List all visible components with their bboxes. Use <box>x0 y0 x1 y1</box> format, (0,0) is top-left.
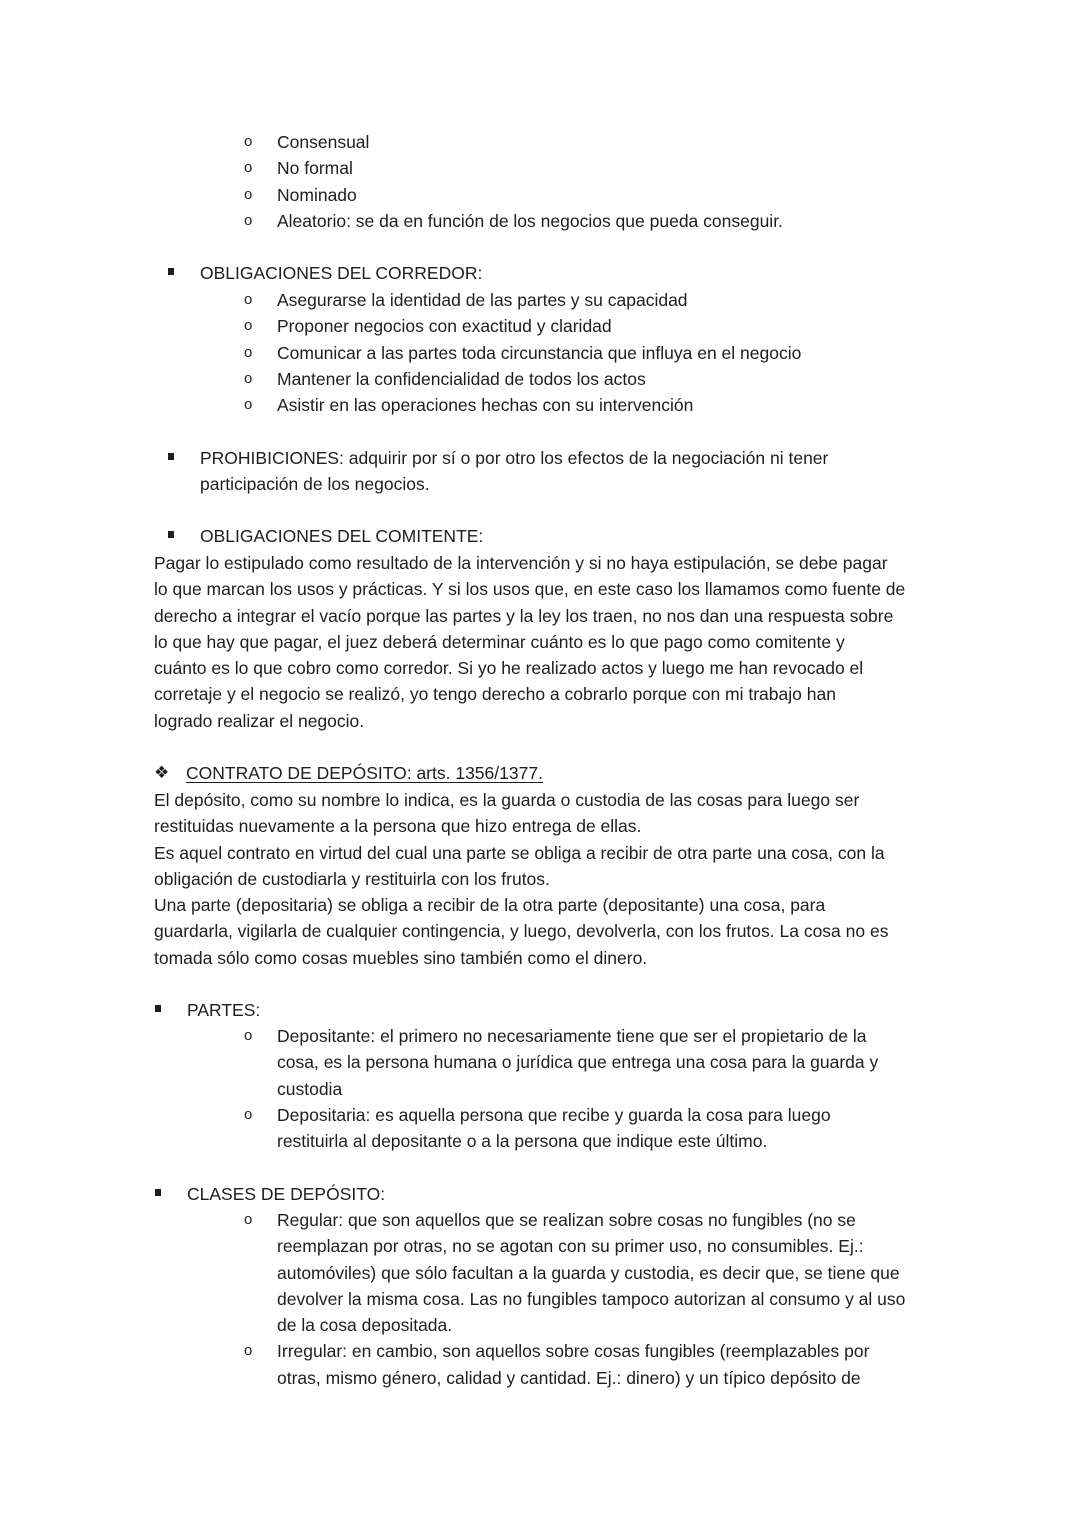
corredor-heading: OBLIGACIONES DEL CORREDOR: <box>200 263 483 283</box>
circle-bullet-icon <box>244 340 256 366</box>
list-item: o Aleatorio: se da en función de los negocios que pueda conseguir. <box>277 208 783 234</box>
square-bullet-icon <box>168 453 174 460</box>
list-item: o Mantener la confidencialidad de todos los actos <box>277 366 801 392</box>
list-item: o Consensual <box>277 129 783 155</box>
corredor-obligations-list <box>277 287 801 418</box>
deposito-paragraph: El depósito, como su nombre lo indica, es la guarda o custodia de las cosas para luego ser restituidas nuevamente a la persona que hizo entrega de ellas. Es aquel contrato en virtud del cual una parte se obliga a recibir de otra parte una cosa, con la obligación de custodiarla y restituirla con los frutos. Una parte (depositaria) se obliga a recibir de la otra parte (depositante) una cosa, para guardarla, vigilarla de cualquier contingencia, y luego, devolverla, con los frutos. La cosa no es tomada sólo como cosas muebles sino también como el dinero. <box>154 790 889 968</box>
partes-list <box>277 1023 957 1154</box>
comitente-heading: OBLIGACIONES DEL COMITENTE: <box>200 526 484 546</box>
square-bullet-icon <box>168 268 174 275</box>
deposito-heading: CONTRATO DE DEPÓSITO: arts. 1356/1377. <box>186 763 543 783</box>
circle-bullet-icon <box>244 366 256 392</box>
list-item: o Proponer negocios con exactitud y claridad <box>277 313 801 339</box>
circle-bullet-icon <box>244 1102 256 1128</box>
list-item: o Comunicar a las partes toda circunstancia que influya en el negocio <box>277 340 801 366</box>
list-item: o Depositante: el primero no necesariamente tiene que ser el propietario de la cosa, es la persona humana o jurídica que entrega una cosa para la guarda y custodia <box>277 1023 957 1102</box>
comitente-paragraph: Pagar lo estipulado como resultado de la intervención y si no haya estipulación, se debe pagar lo que marcan los usos y prácticas. Y si los usos que, en este caso los llamamos como fuente de derecho a integrar el vacío porque las partes y la ley los traen, no nos dan una respuesta sobre lo que hay que pagar, el juez deberá determinar cuánto es lo que pago como comitente y cuánto es lo que cobro como corredor. Si yo he realizado actos y luego me han revocado el corretaje y el negocio se realizó, yo tengo derecho a cobrarlo porque con mi trabajo han logrado realizar el negocio. <box>154 553 906 731</box>
clases-list <box>277 1207 957 1391</box>
list-item: o Regular: que son aquellos que se realizan sobre cosas no fungibles (no se reemplazan por otras, no se agotan con su primer uso, no consumibles. Ej.: automóviles) que sólo facultan a la guarda y custodia, es decir que, se tiene que devolver la misma cosa. Las no fungibles tampoco autorizan al consumo y al uso de la cosa depositada. <box>277 1207 957 1338</box>
circle-bullet-icon <box>244 1207 256 1233</box>
list-item: o No formal <box>277 155 783 181</box>
circle-bullet-icon <box>244 182 256 208</box>
list-item: o Depositaria: es aquella persona que recibe y guarda la cosa para luego restituirla al depositante o a la persona que indique este último. <box>277 1102 957 1155</box>
circle-bullet-icon <box>244 208 256 234</box>
partes-heading: PARTES: <box>187 1000 261 1020</box>
square-bullet-icon <box>155 1189 161 1196</box>
circle-bullet-icon <box>244 129 256 155</box>
list-item: o Asistir en las operaciones hechas con su intervención <box>277 392 801 418</box>
prohibiciones-paragraph: PROHIBICIONES: adquirir por sí o por otro los efectos de la negociación ni tener participación de los negocios. <box>200 448 829 495</box>
list-item: o Nominado <box>277 182 783 208</box>
circle-bullet-icon <box>244 392 256 418</box>
circle-bullet-icon <box>244 287 256 313</box>
square-bullet-icon <box>168 531 174 538</box>
clases-heading: CLASES DE DEPÓSITO: <box>187 1184 386 1204</box>
list-item: o Asegurarse la identidad de las partes y su capacidad <box>277 287 801 313</box>
circle-bullet-icon <box>244 313 256 339</box>
circle-bullet-icon <box>244 1023 256 1049</box>
contract-features-list <box>277 129 783 234</box>
square-bullet-icon <box>155 1005 161 1012</box>
circle-bullet-icon <box>244 155 256 181</box>
diamond-bullet-icon: ❖ <box>154 763 170 782</box>
list-item: o Irregular: en cambio, son aquellos sobre cosas fungibles (reemplazables por otras, mismo género, calidad y cantidad. Ej.: dinero) y un típico depósito de <box>277 1338 957 1391</box>
circle-bullet-icon <box>244 1338 256 1364</box>
